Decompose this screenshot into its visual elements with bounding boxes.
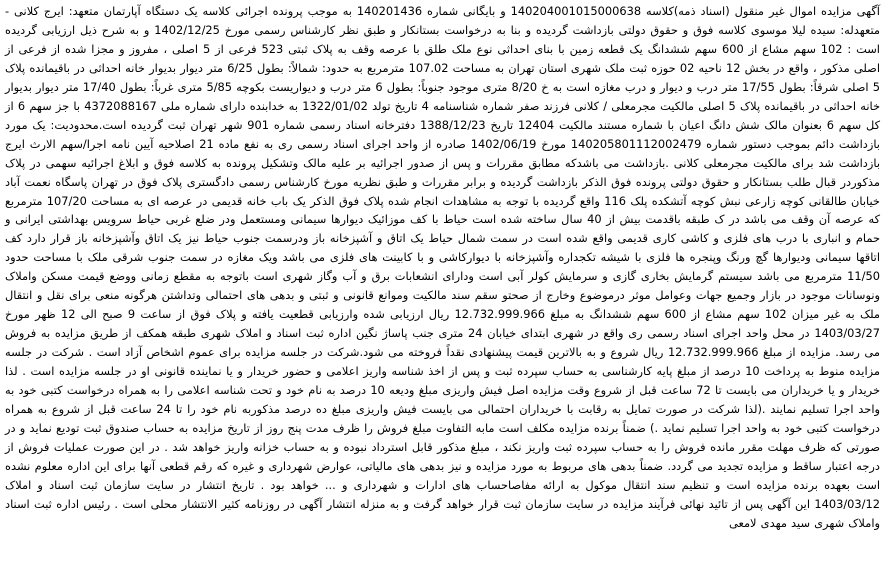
auction-notice-text: آگهی مزایده اموال غیر منقول (اسناد ذمه)کلاسه 140204001015000638 و بایگانی شماره 140201436 به موجب پرونده اجرائی کلاسه یک دستگاه آپارتمان متعهد: ایرج کلانی - متعهدله: سیده لیلا موسوی کلاسه فوق و حقوق دولتی بازداشت گردیده و بنا به درخواست بستانکار و طبق نظر کارشناس رسمی مورخ 1402/12/25 و به شرح ذیل ارزیابی گردیده است : 102 سهم مشاع از 600 سهم ششدانگ یک قطعه زمین با بنای احداثی نوع ملک طلق با عرصه وقف به پلاک ثبتی 523 فرعی از 5 اصلی ، مفروز و مجزا شده از فرعی از اصلی مذکور ، واقع در بخش 12 ناحیه 02 حوزه ثبت ملک شهری استان تهران به مساحت 107.02 مترمربع به حدود: شمالاً: بطول 6/25 متر دیوار بدیوار خانه احداثی در باقیمانده پلاک 5 اصلی شرقاً: بطول 17/55 متر درب و دیوار و درب مغازه است به خ 8/20 متری موجود جنوباً: بطول 6 متر درب و دیواریست بکوچه 5/85 متری غرباً: بطول 17/40 متر دیوار بدیوار خانه احداثی در باقیمانده پلاک 5 اصلی مالکیت مجرمعلی / کلانی فرزند صفر شماره شناسنامه 4 تاریخ تولد 1322/01/02 به خدابنده دارای شماره ملی 4372088167 با جز سهم 6 از کل سهم 6 بعنوان مالک شش دانگ اعیان با شماره مستند مالکیت 12404 تاریخ 1388/12/23 دفترخانه اسناد رسمی شماره 901 شهر تهران ثبت گردیده است.محدودیت: یک مورد بازداشت دائم بموجب دستور شماره 140205801112002479 مورخ 1402/06/19 صادره از واحد اجرای اسناد رسمی ری به نفع ماده 21 اصلاحیه آیین نامه اجرا/سهم الارث ایرج بازداشت شد برای مالکیت مجرمعلی کلانی .بازداشت می باشدکه مطابق مقررات و پس از صدور اجرائیه بر علیه مالک وتشکیل پرونده به کلاسه فوق و ابلاغ اجرائیه سهمی در پلاک مذکوردر قبال طلب بستانکار و حقوق دولتی پرونده فوق الذکر بازداشت گردیده و برابر مقررات و طبق نظریه مورخ کارشناس رسمی دادگستری پلاک فوق در تهران پاسگاه نعمت آباد خیابان طالقانی کوچه زارعی نبش کوچه آتشکده پلک 116 واقع گردیده با توجه به مشاهدات انجام شده پلاک فوق الذکر یک باب خانه قدیمی در عرصه ای به مساحت 107/20 مترمربع که عرصه آن وقف می باشد در ک طبقه باقدمت بیش از 40 سال ساخته شده است حیاط با کف موزائیک دیوارها سیمانی ومستعمل ودر ضلع غربی حیاط سرویس بهداشتی ایرانی و حمام و انباری با درب های فلزی و کاشی کاری قدیمی واقع شده است در سمت شمال حیاط یک اتاق و آشپزخانه باز ودرسمت جنوب حیاط نیز یک اتاق وآشپزخانه باز قرار دارد کف اتاقها سیمانی ودیوارها گچ ورنگ وپنجره ها فلزی با شیشه تکجداره وآشپزخانه با دیوارکاشی و با کابینت های فلزی می باشد ویک مغازه در سمت جنوب شرقی ملک با مساحت حدود 11/50 مترمربع می باشد سیستم گرمایش بخاری گازی و سرمایش کولر آبی است ودارای انشعابات برق و آب وگاز شهری است باتوجه به مقطع زمانی ووضع قیمت مسکن واملاک ونوسانات موجود در بازار وجمیع جهات وعوامل موثر درموضوع وخارج از صحتو سقم سند مالکیت وموانع قانونی و ثبتی و بدهی های احتمالی وتداشتن هرگونه منعی برای نقل و انتقال ملک به غیر میزان 102 سهم مشاع از 600 سهم ششدانگ به مبلغ 12.732.999.966 ریال ارزیابی شده وارزیابی قطعیت یافته و پلاک فوق از ساعت 9 صبح الی 12 ظهر مورخ 1403/03/27 در محل واحد اجرای اسناد رسمی ری واقع در شهری ابتدای خیابان 24 متری جنب پاساژ نگین اداره ثبت اسناد و املاک شهری طبقه همکف از طریق مزایده به فروش می رسد. مزایده از مبلغ 12.732.999.966 ریال شروع و به بالاترین قیمت پیشنهادی نقداً فروخته می شود.شرکت در جلسه مزایده برای عموم اشخاص آزاد است . شرکت در جلسه مزایده منوط به پرداخت 10 درصد از مبلغ پایه کارشناسی به حساب سپرده ثبت و پس از اخذ شناسه واریز اعلامی و حضور خریدار و یا نماینده قانونی او در جلسه مزایده است . لذا خریدار و یا خریداران می بایست تا 72 ساعت قبل از شروع وقت مزایده اصل فیش واریزی مبلغ ودیعه 10 درصد به نام خود و تحت شناسه اعلامی را به همراه درخواست کتبی خود به واحد اجرا تسلیم نمایند .(لذا شرکت در صورت تمایل به رقابت با خریداران احتمالی می بایست فیش واریزی مبلغ ده درصد مذکوربه نام خود را تا 24 ساعت قبل از شروع به همراه درخواست کتبی خود به واحد اجرا تسلیم نماید .) ضمناً برنده مزایده مکلف است مابه التفاوت مبلغ فروش را ظرف مدت پنج روز از تاریخ مزایده به حساب صندوق ثبت تودیع نماید و در صورتی که ظرف مهلت مقرر مانده فروش را به حساب سپرده ثبت واریز نکند ، مبلغ مذکور قابل استرداد نبوده و به حساب خزانه واریز خواهد شد . در این صورت عملیات فروش از درجه اعتبار ساقط و مزایده تجدید می گردد. ضمناً بدهی های مربوط به مورد مزایده و نیز بدهی های مالیاتی، عوارض شهرداری و غیره که رقم قطعی آنها برای این اداره معلوم نشده است بعهده برنده مزایده است و تنظیم سند انتقال موکول به ارائه مفاصاحساب های ادارات و شهرداری و ... خواهد بود . تاریخ انتشار در سایت سازمان ثبت اسناد و املاک 1403/03/12 این آگهی پس از تائید نهائی فرآیند مزایده در سایت سازمان ثبت قرار خواهد گرفت و به منزله انتشار آگهی در روزنامه کثیر الانتشار محلی است . رئیس اداره ثبت اسناد واملاک شهری سید مهدی لامعی xyxy=(5,4,881,530)
